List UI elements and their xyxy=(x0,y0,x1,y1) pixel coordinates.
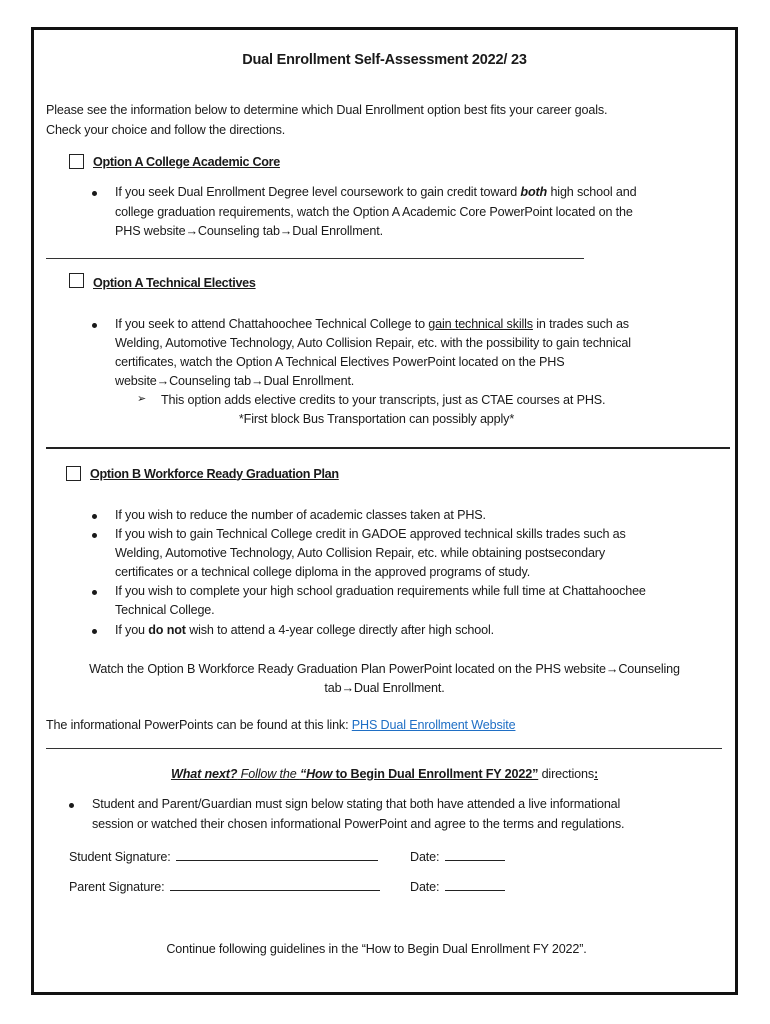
option-a-core-row[interactable] xyxy=(69,154,280,169)
bus-transportation-note: *First block Bus Transportation can possibly apply* xyxy=(238,412,515,426)
option-b-bullet-2-line-1: If you wish to gain Technical College credit in GADOE approved technical skills trades such as xyxy=(115,527,626,541)
student-date-field[interactable] xyxy=(445,848,505,861)
divider-line xyxy=(46,748,722,749)
option-a-technical-text-2: Welding, Automotive Technology, Auto Collision Repair, etc. with the possibility to gain technical xyxy=(115,336,631,350)
option-b-bullet-3-line-1: If you wish to complete your high school graduation requirements while full time at Chattahoochee xyxy=(115,584,646,598)
option-a-core-text-2: college graduation requirements, watch the Option A Academic Core PowerPoint located on the xyxy=(115,205,633,219)
option-b-bullet-2-line-2: Welding, Automotive Technology, Auto Collision Repair, etc. while obtaining postsecondary xyxy=(115,546,605,560)
text-segment: : xyxy=(593,767,599,781)
text-segment: to Begin Dual Enrollment FY 2022” xyxy=(332,767,539,781)
parent-signature-field[interactable] xyxy=(170,878,380,891)
text-segment: wish to attend a 4-year college directly after high school. xyxy=(185,623,494,637)
option-a-technical-label: Option A Technical Electives xyxy=(93,276,256,290)
bullet-icon xyxy=(69,803,74,808)
option-a-technical-text-1 xyxy=(115,315,629,334)
student-date-row xyxy=(410,848,505,867)
option-a-core-checkbox[interactable] xyxy=(69,154,84,169)
text-segment: directions xyxy=(538,767,594,781)
document-title: Dual Enrollment Self-Assessment 2022/ 23 xyxy=(242,52,527,68)
student-signature-label: Student Signature: xyxy=(69,850,171,864)
intro-line-2: Check your choice and follow the directions. xyxy=(46,123,286,137)
option-a-technical-text-4: website→Counseling tab→Dual Enrollment. xyxy=(115,374,355,388)
bullet-icon xyxy=(92,191,97,196)
option-a-technical-checkbox[interactable] xyxy=(69,273,84,288)
phs-dual-enrollment-link[interactable]: PHS Dual Enrollment Website xyxy=(351,718,516,732)
bullet-icon xyxy=(92,590,97,595)
divider-line xyxy=(46,258,584,259)
link-line-text: The informational PowerPoints can be found at this link: xyxy=(46,718,352,732)
parent-date-row xyxy=(410,878,505,897)
option-b-bullet-4 xyxy=(115,621,494,640)
option-b-label: Option B Workforce Ready Graduation Plan xyxy=(90,466,339,481)
document-page xyxy=(31,27,738,995)
option-a-technical-text-3: certificates, watch the Option A Technical Electives PowerPoint located on the PHS xyxy=(115,355,565,369)
emphasis-both: both xyxy=(520,185,548,199)
option-b-watch-line-1: Watch the Option B Workforce Ready Graduation Plan PowerPoint located on the PHS website→Counseling xyxy=(89,662,680,676)
student-signature-row xyxy=(69,848,378,867)
emphasis-do-not: do not xyxy=(148,623,186,637)
footer-guidelines: Continue following guidelines in the “How to Begin Dual Enrollment FY 2022”. xyxy=(166,942,587,956)
bullet-icon xyxy=(92,533,97,538)
option-b-bullet-3-line-2: Technical College. xyxy=(115,603,215,617)
section-divider xyxy=(46,447,730,449)
text-segment: If you xyxy=(115,623,149,637)
option-b-row[interactable] xyxy=(66,466,339,481)
text-segment: high school and xyxy=(547,185,637,199)
signature-instruction-line-1: Student and Parent/Guardian must sign below stating that both have attended a live informational xyxy=(92,797,621,811)
text-segment: “How xyxy=(299,767,333,781)
bullet-icon xyxy=(92,514,97,519)
option-a-technical-row[interactable] xyxy=(69,276,256,290)
text-segment: in trades such as xyxy=(532,317,629,331)
bullet-icon xyxy=(92,629,97,634)
parent-date-field[interactable] xyxy=(445,878,505,891)
student-signature-field[interactable] xyxy=(176,848,378,861)
intro-line-1: Please see the information below to determine which Dual Enrollment option best fits your career goals. xyxy=(46,103,608,117)
parent-signature-label: Parent Signature: xyxy=(69,880,165,894)
arrowhead-bullet-icon: ➢ xyxy=(137,393,147,405)
link-line xyxy=(46,716,515,735)
signature-instruction-line-2: session or watched their chosen informational PowerPoint and agree to the terms and regulations. xyxy=(92,817,625,831)
option-a-core-label: Option A College Academic Core xyxy=(93,154,280,169)
emphasis-gain-technical-skills: gain technical skills xyxy=(428,317,533,331)
option-b-bullet-2-line-3: certificates or a technical college diploma in the approved programs of study. xyxy=(115,565,531,579)
option-a-core-text-3: PHS website→Counseling tab→Dual Enrollment. xyxy=(115,224,383,238)
text-segment: If you seek to attend Chattahoochee Technical College to xyxy=(115,317,429,331)
parent-date-label: Date: xyxy=(410,880,440,894)
option-a-technical-sub-bullet: This option adds elective credits to your transcripts, just as CTAE courses at PHS. xyxy=(161,393,606,407)
student-date-label: Date: xyxy=(410,850,440,864)
option-b-bullet-1: If you wish to reduce the number of academic classes taken at PHS. xyxy=(115,508,486,522)
text-segment: Follow the xyxy=(237,767,300,781)
bullet-icon xyxy=(92,323,97,328)
parent-signature-row xyxy=(69,878,380,897)
option-a-core-text-1 xyxy=(115,183,636,202)
what-next-heading xyxy=(34,765,735,784)
option-b-checkbox[interactable] xyxy=(66,466,81,481)
text-segment: If you seek Dual Enrollment Degree level coursework to gain credit toward xyxy=(115,185,521,199)
option-b-watch-line-2: tab→Dual Enrollment. xyxy=(324,681,445,695)
what-next-label: What next? xyxy=(170,767,238,781)
